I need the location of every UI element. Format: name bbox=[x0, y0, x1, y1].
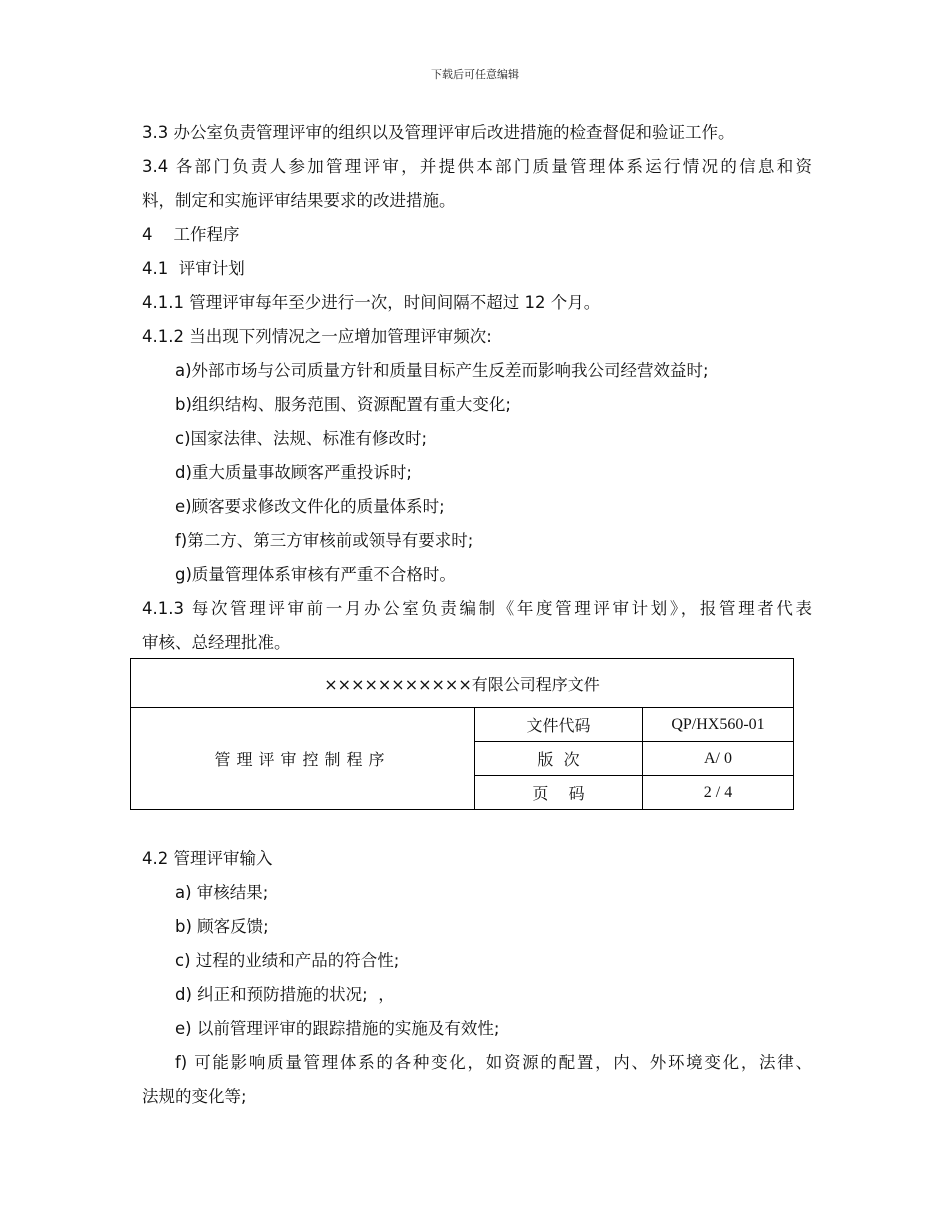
code-value-cell: QP/HX560-01 bbox=[643, 708, 794, 742]
paragraph-4-1-1: 4.1.1 管理评审每年至少进行一次，时间间隔不超过 12 个月。 bbox=[142, 293, 601, 312]
page-header-note: 下载后可任意编辑 bbox=[431, 68, 519, 81]
input-item-c: c) 过程的业绩和产品的符合性; bbox=[175, 951, 400, 970]
heading-4: 4 工作程序 bbox=[142, 225, 240, 244]
document-name-cell: 管理评审控制程序 bbox=[131, 708, 475, 810]
heading-4-2: 4.2 管理评审输入 bbox=[142, 849, 273, 868]
page-label-cell: 页 码 bbox=[475, 776, 643, 810]
input-item-e: e) 以前管理评审的跟踪措施的实施及有效性; bbox=[175, 1019, 500, 1038]
heading-4-1: 4.1 评审计划 bbox=[142, 259, 245, 278]
version-label-cell: 版 次 bbox=[475, 742, 643, 776]
list-item-d: d)重大质量事故顾客严重投诉时; bbox=[175, 463, 412, 482]
list-item-g: g)质量管理体系审核有严重不合格时。 bbox=[175, 565, 456, 584]
list-item-e: e)顾客要求修改文件化的质量体系时; bbox=[175, 497, 445, 516]
bottom-section bbox=[142, 842, 812, 1114]
input-item-f-line-2: 法规的变化等; bbox=[142, 1087, 247, 1106]
paragraph-4-1-3-line-2: 审核、总经理批准。 bbox=[142, 633, 291, 652]
input-item-f-line-1: f) 可能影响质量管理体系的各种变化，如资源的配置，内、外环境变化，法律、 bbox=[175, 1053, 812, 1072]
input-item-a: a) 审核结果; bbox=[175, 883, 269, 902]
paragraph-4-1-2: 4.1.2 当出现下列情况之一应增加管理评审频次: bbox=[142, 327, 492, 346]
company-title-cell: ×××××××××××有限公司程序文件 bbox=[131, 659, 794, 708]
input-item-b: b) 顾客反馈; bbox=[175, 917, 269, 936]
document-info-table bbox=[130, 658, 794, 810]
paragraph-3-3: 3.3 办公室负责管理评审的组织以及管理评审后改进措施的检查督促和验证工作。 bbox=[142, 123, 735, 142]
input-item-d: d) 纠正和预防措施的状况; ， bbox=[175, 985, 395, 1004]
paragraph-3-4-line-2: 料，制定和实施评审结果要求的改进措施。 bbox=[142, 191, 456, 210]
list-item-f: f)第二方、第三方审核前或领导有要求时; bbox=[175, 531, 474, 550]
paragraph-4-1-3-line-1: 4.1.3 每次管理评审前一月办公室负责编制《年度管理评审计划》，报管理者代表 bbox=[142, 599, 812, 618]
version-value-cell: A/ 0 bbox=[643, 742, 794, 776]
top-section bbox=[142, 116, 812, 660]
list-item-a: a)外部市场与公司质量方针和质量目标产生反差而影响我公司经营效益时; bbox=[175, 361, 709, 380]
code-label-cell: 文件代码 bbox=[475, 708, 643, 742]
paragraph-3-4-line-1: 3.4 各部门负责人参加管理评审，并提供本部门质量管理体系运行情况的信息和资 bbox=[142, 157, 812, 176]
list-item-c: c)国家法律、法规、标准有修改时; bbox=[175, 429, 428, 448]
page-value-cell: 2 / 4 bbox=[643, 776, 794, 810]
list-item-b: b)组织结构、服务范围、资源配置有重大变化; bbox=[175, 395, 511, 414]
